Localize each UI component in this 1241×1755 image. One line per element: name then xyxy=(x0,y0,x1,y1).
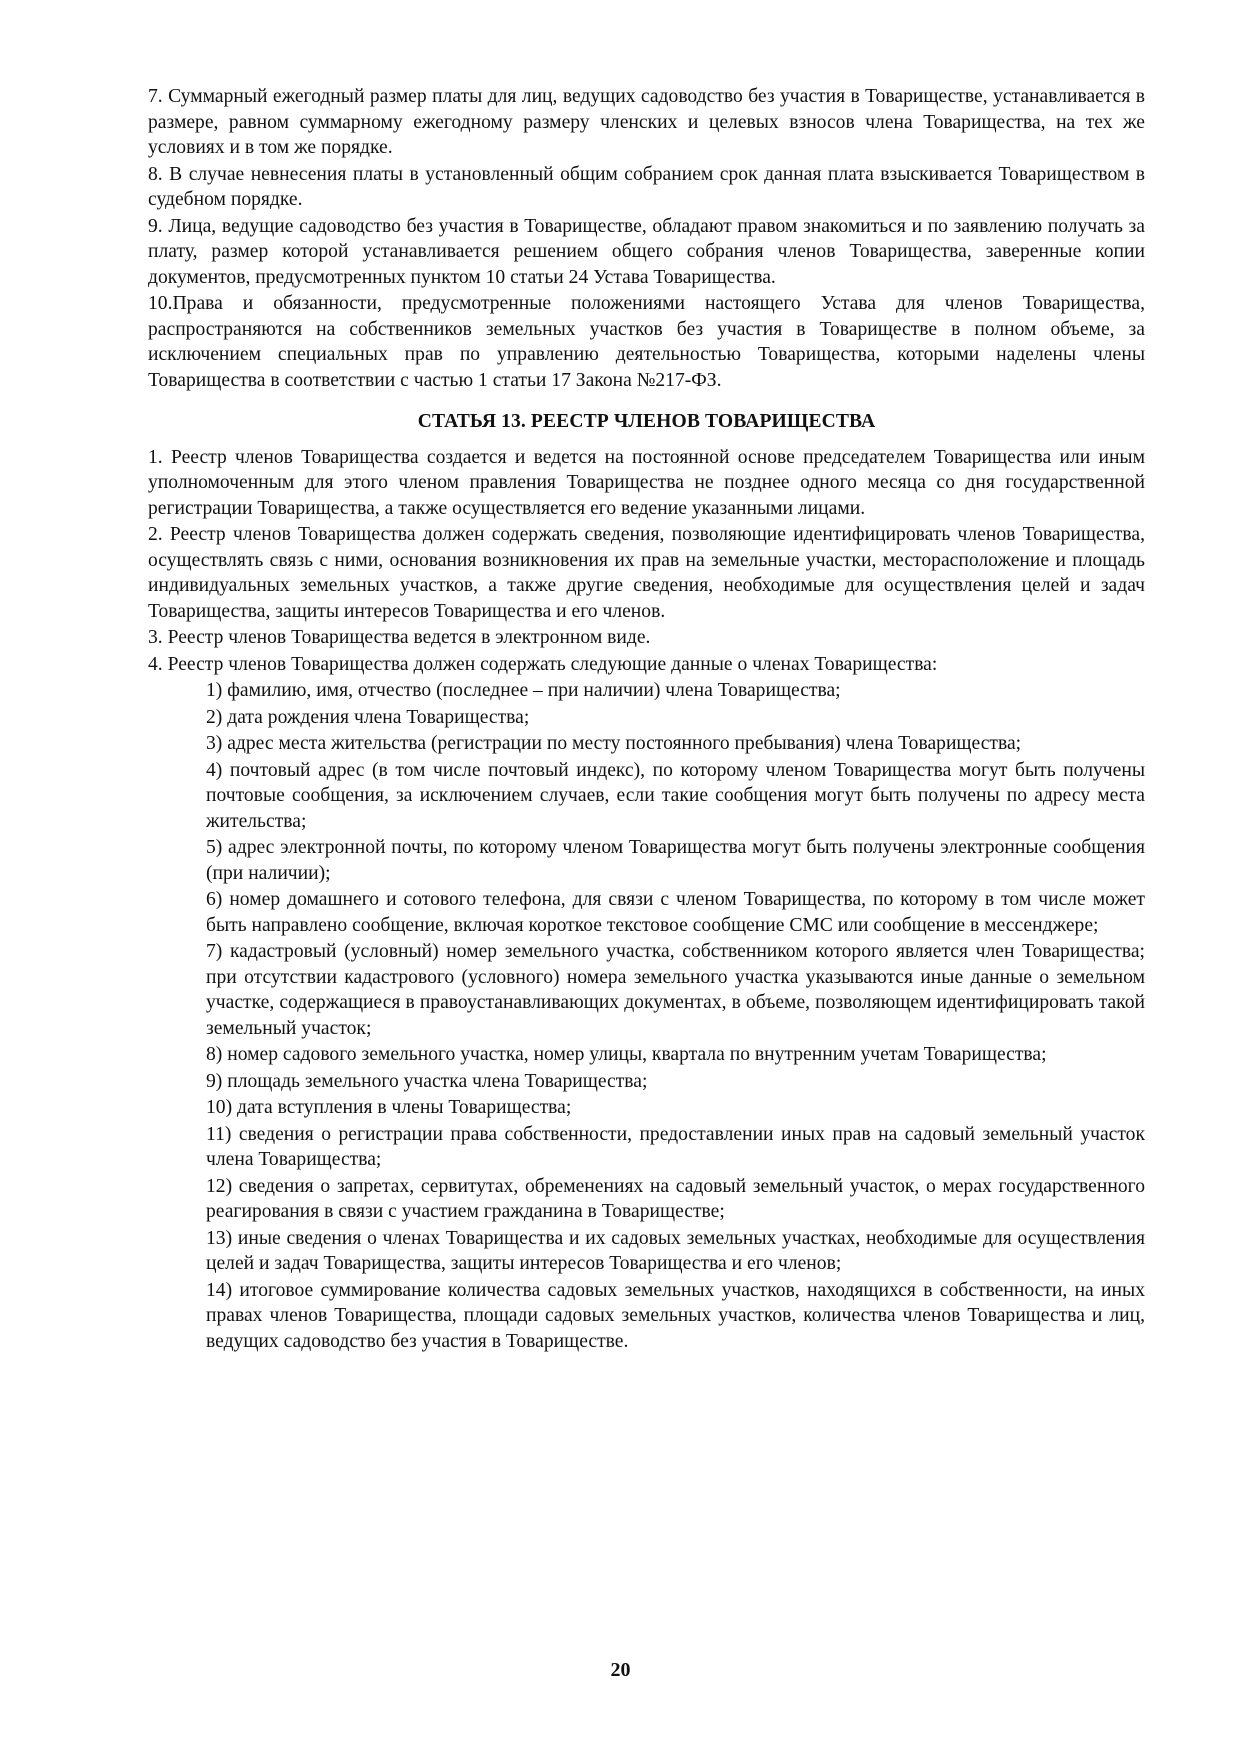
list-item: 6) номер домашнего и сотового телефона, для связи с членом Товарищества, по которому в том числе может быть направлено сообщение, включая короткое текстовое сообщение СМС или сообщение в мессенджере; xyxy=(206,889,1145,936)
article-13-paragraph-1: 1. Реестр членов Товарищества создается и ведется на постоянной основе председателем Товарищества или иным уполномоченным для этого членом правления Товарищества не позднее одного месяца со дня государственной регистрации Товарищества, а также осуществляется его ведение указанными лицами. xyxy=(148,446,1145,519)
list-item: 12) сведения о запретах, сервитутах, обременениях на садовый земельный участок, о мерах государственного реагирования в связи с участием гражданина в Товариществе; xyxy=(206,1175,1145,1222)
paragraph-10: 10.Права и обязанности, предусмотренные положениями настоящего Устава для членов Товарищества, распространяются на собственников земельных участков без участия в Товариществе в полном объеме, за исключением специальных прав по управлению деятельностью Товарищества, которыми наделены члены Товарищества в соответствии с частью 1 статьи 17 Закона №217-ФЗ. xyxy=(148,293,1145,391)
article-13-paragraph-3: 3. Реестр членов Товарищества ведется в электронном виде. xyxy=(148,627,651,648)
article-13-heading: СТАТЬЯ 13. РЕЕСТР ЧЛЕНОВ ТОВАРИЩЕСТВА xyxy=(417,411,876,432)
list-item: 9) площадь земельного участка члена Товарищества; xyxy=(206,1070,648,1092)
registry-data-list xyxy=(148,678,1145,1354)
list-item: 11) сведения о регистрации права собственности, предоставлении иных прав на садовый земельный участок члена Товарищества; xyxy=(206,1123,1145,1170)
paragraph-8: 8. В случае невнесения платы в установленный общим собранием срок данная плата взыскивается Товариществом в судебном порядке. xyxy=(148,163,1145,210)
list-item: 1) фамилию, имя, отчество (последнее – при наличии) члена Товарищества; xyxy=(206,680,841,701)
article-13-paragraph-2: 2. Реестр членов Товарищества должен содержать сведения, позволяющие идентифицировать членов Товарищества, осуществлять связь с ними, основания возникновения их прав на земельные участки, месторасположение и площадь индивидуальных земельных участков, а также другие сведения, необходимые для осуществления целей и задач Товарищества, защиты интересов Товарищества и его членов. xyxy=(148,524,1145,622)
list-item: 4) почтовый адрес (в том числе почтовый индекс), по которому членом Товарищества могут быть получены почтовые сообщения, за исключением случаев, если такие сообщения могут быть получены по адресу места жительства; xyxy=(206,759,1145,832)
document-page xyxy=(148,84,1145,1355)
list-item: 13) иные сведения о членах Товарищества и их садовых земельных участках, необходимые для осуществления целей и задач Товарищества, защиты интересов Товарищества и его членов; xyxy=(206,1227,1145,1274)
list-item: 2) дата рождения члена Товарищества; xyxy=(206,706,530,728)
list-item: 10) дата вступления в члены Товарищества; xyxy=(206,1097,572,1118)
list-item: 3) адрес места жительства (регистрации по месту постоянного пребывания) члена Товарищества; xyxy=(206,733,1022,754)
list-item: 14) итоговое суммирование количества садовых земельных участков, находящихся в собственности, на иных правах членов Товарищества, площади садовых земельных участков, количества членов Товарищества и лиц, ведущих садоводство без участия в Товариществе. xyxy=(206,1279,1145,1352)
article-13-paragraph-4: 4. Реестр членов Товарищества должен содержать следующие данные о членах Товарищества: xyxy=(148,653,938,675)
list-item: 5) адрес электронной почты, по которому членом Товарищества могут быть получены электронные сообщения (при наличии); xyxy=(206,837,1145,884)
paragraph-7: 7. Суммарный ежегодный размер платы для лиц, ведущих садоводство без участия в Товариществе, устанавливается в размере, равном суммарному ежегодному размеру членских и целевых взносов члена Товарищества, на тех же условиях и в том же порядке. xyxy=(148,86,1145,158)
list-item: 8) номер садового земельного участка, номер улицы, квартала по внутренним учетам Товарищества; xyxy=(206,1044,1047,1065)
list-item: 7) кадастровый (условный) номер земельного участка, собственником которого является член Товарищества; при отсутствии кадастрового (условного) номера земельного участка указываются иные данные о земельном участке, содержащиеся в правоустанавливающих документах, в объеме, позволяющем идентифицировать такой земельный участок; xyxy=(206,941,1145,1039)
paragraph-9: 9. Лица, ведущие садоводство без участия в Товариществе, обладают правом знакомиться и по заявлению получать за плату, размер которой устанавливается решением общего собрания членов Товарищества, заверенные копии документов, предусмотренных пунктом 10 статьи 24 Устава Товарищества. xyxy=(148,215,1145,288)
page-number: 20 xyxy=(610,1659,631,1681)
